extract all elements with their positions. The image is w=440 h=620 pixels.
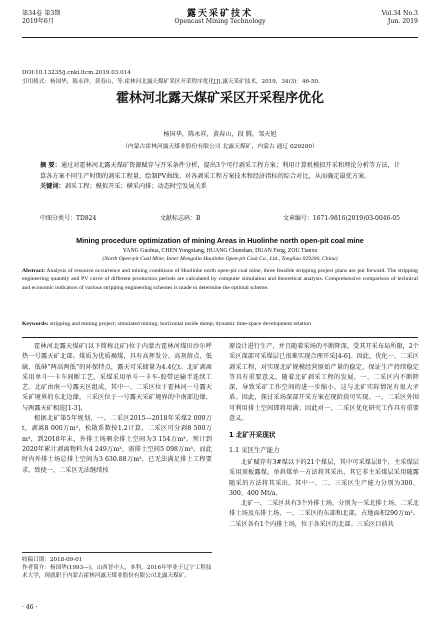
journal-header [22,10,418,36]
keywords-en [22,320,418,328]
paper-title-en: Mining procedure optimization of mining Areas in Huolinhe north open-pit coal mine [76,236,364,245]
abstract-label-zh: 摘 要： [40,162,61,169]
date-en: Jun. 2019 [387,18,418,25]
abstract-label-en: Abstract: [22,268,46,274]
abstract-text-zh: 通过对霍林河北露天煤矿资源赋存与开采条件分析，提出3个可行剥采工程方案；利用计算机模拟开采和理论分析等方法，计算各方案不同生产时期的剥采工程量，绘制PV曲线；对各剥采工程方案技术和经济指标的综合对比，从而确定最优方案。 [40,162,401,180]
body-column-right [229,342,419,530]
affiliation-zh: （内蒙古霍林河露天煤业股份有限公司 北露天煤矿，内蒙古 通辽 029200） [122,144,318,150]
volume-issue-zh: 第34卷 第3期 [22,10,61,17]
header-right [382,10,418,26]
body-paragraph: 原设计进行生产，并且随着采场的不断降深，受其开采布局所限，2个采区深部可采煤层已很难实现合理开采[4-6]。因此，优化一、二采区剥采工程，对实现北矿规模经营原始产量的稳定，保证生产持续稳定等具有重要意义。随着北矿剥采工程的发展，一、二采区内不断降深，导致采矿工作空间的进一步缩小，这与北矿实际情况有很大矛盾。因此，探讨采场深部开采方案在现阶段可实现。一、二采区外围可利用排土空间即将用满；因此对一、二采区优化研究工作具有重要意义。 [229,343,419,423]
subsection-heading: 1.1 采区生产能力 [229,445,280,454]
body-paragraph: 根据北矿第5年规划，一、二采区2015—2018年采煤2 000万t，剥离8 000万m³，松散系数按1.2计算，二采区可分剥8 500万m³，到2018年末，外排土场剩余排土空间为3 154万m³。预计到2020年累计剥离物料为4 249万m³，需排土空间5 098万m³。而此时内外排土场总排土空间为3 630.88万m³，已无法满足排土工程要求，致使一、二采区无法继续按 [22,415,212,474]
abstract-text-en: Analysis of resource occurrence and mining conditions of Huolinhe north open-pit coal mine, three feasible stripping project plans are put forward. The stripping engineering quantity and PV curve of different production periods are calculated by computer simulation and theoretical analysis. Comprehensive comparison of technical and economic indicators of various stripping engineering schemes is made to determine the optimal scheme. [22,268,419,291]
abstract-zh [40,161,400,193]
affiliation-en: (North Open-pit Coal Mine, Inner Mongolia Huolinhe Open-pit Coal Co., Ltd., Tongliao 029200, China) [102,256,338,262]
footnote [22,552,212,580]
journal-name-en: Opencast Mining Technology [174,18,266,25]
date-zh: 2019年6月 [22,18,55,25]
received-date: 收稿日期：2018-09-01 [22,557,83,563]
header-rule [22,37,418,38]
keywords-label-en: Keywords: [22,321,49,327]
authors-en: YANG Guohua, CHEN Yongxiang, HUANG Chunshan, DUAN Feng, ZOU Tianxu [122,248,318,254]
body-paragraph: 北矿赋存有3#煤以下的21个煤层，其中可采煤层8个，主采煤层采用顶板露煤，单斜煤单一方法将其采出，其它非主采煤层采用随露随采的方法将其采出。其中一、二、三采区生产能力分别为300、300、400 Mt/a。 [229,458,419,497]
abstract-en [22,267,418,292]
citation-format: 引用格式：杨国华，陈永祥，黄春山，等.霍林河北露天煤矿采区开采程序优化[J].露天采矿技术，2019，34(3)：46-50. [22,79,320,85]
body-column-left [22,342,212,476]
abstract-rule [22,337,418,338]
paper-title-zh: 霍林河北露天煤矿采区开采程序优化 [115,91,324,106]
keywords-label-zh: 关键词： [40,183,65,191]
clc-number: 中图分类号：TD824 [40,215,97,222]
body-paragraph: 霍林河北露天煤矿(以下简称北矿)位于内蒙古霍林河煤田沙尔呼热一号露天矿北部。煤质为优质褐煤，具有高挥发分、高灰熔点、低硫、低砷“两高两低”的环保特点，露天可采储量为4.4亿t。北矿剥离采用单斗一卡车间断工艺，采煤采用单斗一卡车-胶带运输半连续工艺。北矿由南一号露天区组成，其中一、二采区位于霍林河一号露天采矿境界的东北边缘，三采区位于一号露天采矿境界的中南部边缘，与两露天矿相连[1-3]。 [22,343,212,412]
volume-issue-en: Vol.34 No.3 [381,10,418,17]
keywords-text-en: stripping and mining project; simulated mining; horizontal inside dump; dynamic time-space development relation [49,321,311,327]
keywords-text-zh: 剥采工程；模拟开采；横采内排；动态时空发展关系 [64,183,208,191]
article-number: 文章编号：1671-9816(2019)03-0046-05 [282,215,400,222]
page-number: · 46 · [22,604,38,611]
document-code: 文献标志码：B [160,215,201,222]
authors-zh: 杨国华，陈永祥，黄春山，段 腾，邹天旭 [163,131,277,138]
journal-name-zh: 露天采矿技术 [186,9,253,19]
section-heading: 1 北矿开采现状 [229,431,276,440]
author-bio: 作者简介：杨国华(1993—)，山西晋中人，本科，2016年毕业于辽宁工程技术大学，现就职于内蒙古霍林河露天煤业股份有限公司北露天煤矿。 [22,565,212,579]
header-center [22,10,418,26]
body-paragraph: 北矿一、二采区共有3个外排土场，分别为一采北排土场、二采北排土场及东排土场，一、二采区的东部和北部，占地面积290万m²。二采区各有1个内排土场，位于各采区的北部。三采区目前共 [229,500,419,528]
doi: DOI:10.13235/j.cnki.ltcm.2019.03.014 [22,70,131,76]
